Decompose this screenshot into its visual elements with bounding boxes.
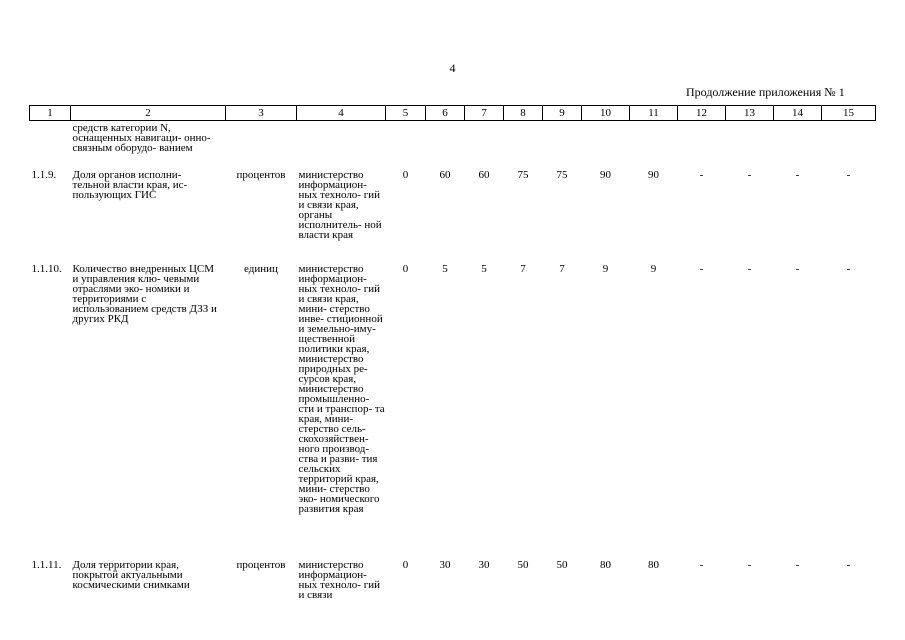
- value-cell: [504, 121, 543, 171]
- value-cell: 50: [556, 559, 568, 571]
- value-cell: 7: [520, 263, 526, 275]
- value-cell: 5: [481, 263, 487, 275]
- header-cell: 9: [543, 106, 582, 121]
- header-cell: 14: [774, 106, 822, 121]
- value-cell: 9: [602, 263, 609, 275]
- value-cell: -: [846, 559, 851, 571]
- row-id: 1.1.11.: [31, 559, 62, 571]
- indicator-name: Доля территории края, покрытой актуальными космическими снимками: [72, 559, 190, 591]
- value-cell: -: [846, 263, 851, 275]
- value-cell: 0: [402, 559, 409, 571]
- value-cell: -: [795, 263, 800, 275]
- unit: процентов: [236, 169, 286, 181]
- indicator-name: Доля органов исполни- тельной власти края, ис- пользующих ГИС: [72, 169, 188, 201]
- value-cell: -: [699, 263, 704, 275]
- header-cell: 15: [822, 106, 876, 121]
- row-id: 1.1.10.: [31, 263, 62, 275]
- table-row: [30, 560, 876, 610]
- executor: министерство информацион- ных техноло- гий и связи края, мини- стерство инве- стиционной и земельно-иму- щественной политики края, министерство природных ре- сурсов края, министерство промышленно- сти и транспор- та края, мини- стерство сель- скохозяйствен- ного производ- ства и разви- тия сельских территорий края, мини- стерство эко- номического развития края: [298, 263, 385, 515]
- value-cell: -: [747, 559, 752, 571]
- value-cell: 75: [556, 169, 568, 181]
- value-cell: -: [699, 559, 704, 571]
- unit: процентов: [236, 559, 286, 571]
- header-cell: 2: [71, 106, 226, 121]
- value-cell: 80: [648, 559, 659, 571]
- value-cell: 30: [439, 559, 451, 571]
- value-cell: 60: [439, 169, 451, 181]
- data-table: [29, 105, 876, 610]
- value-cell: [774, 121, 822, 171]
- row-id: 1.1.9.: [31, 169, 57, 181]
- value-cell: 75: [517, 169, 529, 181]
- value-cell: 7: [559, 263, 565, 275]
- value-cell: 0: [402, 263, 409, 275]
- page-number: 4: [449, 61, 456, 75]
- table-row: [30, 264, 876, 560]
- value-cell: [630, 121, 678, 171]
- header-row: [30, 106, 876, 121]
- row-id: [30, 121, 71, 171]
- table-row: [30, 170, 876, 264]
- value-cell: 90: [600, 169, 611, 181]
- header-cell: 10: [582, 106, 630, 121]
- header-cell: 11: [630, 106, 678, 121]
- executor: министерство информацион- ных техноло- гий и связи края, органы исполнитель- ной власти края: [298, 169, 382, 241]
- value-cell: -: [747, 263, 752, 275]
- unit: [226, 121, 297, 171]
- value-cell: -: [699, 169, 704, 181]
- indicator-name: средств категории N, оснащенных навигаци- онно-связным оборудо- ванием: [72, 122, 211, 154]
- value-cell: 0: [402, 169, 409, 181]
- continuation-label: Продолжение приложения № 1: [686, 85, 845, 99]
- value-cell: 50: [517, 559, 529, 571]
- value-cell: -: [795, 559, 800, 571]
- unit: единиц: [244, 263, 278, 275]
- indicator-name: Количество внедренных ЦСМ и управления клю- чевыми отраслями эко- номики и территориями с использованием средств ДЗЗ и других РКД: [72, 263, 217, 325]
- value-cell: 60: [478, 169, 490, 181]
- header-cell: 13: [726, 106, 774, 121]
- header-cell: 3: [226, 106, 297, 121]
- value-cell: 80: [600, 559, 611, 571]
- value-cell: [678, 121, 726, 171]
- header-cell: 5: [386, 106, 426, 121]
- header-cell: 1: [30, 106, 71, 121]
- header-cell: 6: [426, 106, 465, 121]
- header-cell: 8: [504, 106, 543, 121]
- executor: [297, 121, 386, 171]
- table-row: [30, 121, 876, 171]
- header-cell: 4: [297, 106, 386, 121]
- value-cell: -: [747, 169, 752, 181]
- value-cell: 9: [650, 263, 657, 275]
- value-cell: [465, 121, 504, 171]
- header-cell: 7: [465, 106, 504, 121]
- value-cell: 90: [648, 169, 659, 181]
- value-cell: [386, 121, 426, 171]
- value-cell: [822, 121, 876, 171]
- value-cell: [426, 121, 465, 171]
- value-cell: 5: [442, 263, 448, 275]
- value-cell: 30: [478, 559, 490, 571]
- header-cell: 12: [678, 106, 726, 121]
- executor: министерство информацион- ных техноло- гий и связи: [298, 559, 381, 601]
- value-cell: -: [795, 169, 800, 181]
- value-cell: -: [846, 169, 851, 181]
- value-cell: [543, 121, 582, 171]
- value-cell: [582, 121, 630, 171]
- value-cell: [726, 121, 774, 171]
